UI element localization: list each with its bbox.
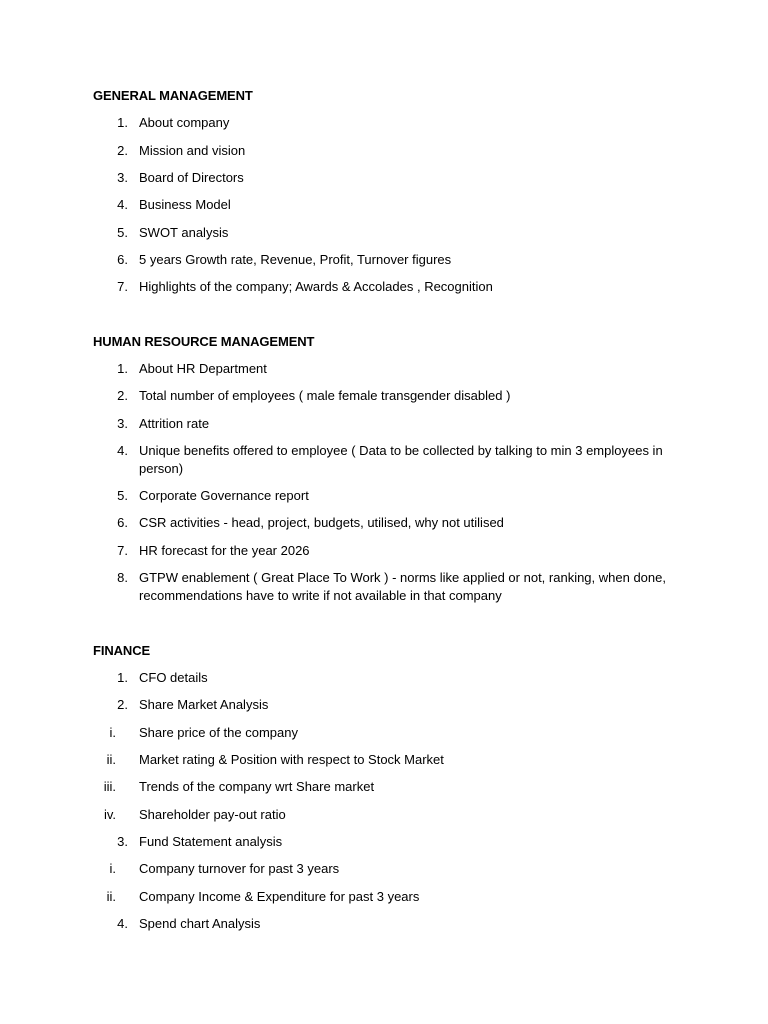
list-marker: 4. — [117, 443, 128, 458]
list-marker: 8. — [117, 570, 128, 585]
list-marker: 7. — [117, 279, 128, 294]
list-marker: 7. — [117, 543, 128, 558]
list-marker: ii. — [106, 752, 116, 767]
list-item-text: Company Income & Expenditure for past 3 years — [139, 889, 420, 904]
list-item-text: Company turnover for past 3 years — [139, 861, 340, 876]
list-marker: 2. — [117, 143, 128, 158]
list-marker: iii. — [103, 779, 116, 794]
list-item-text: Share Market Analysis — [139, 697, 269, 712]
list-item-text: HR forecast for the year 2026 — [139, 543, 310, 558]
list-item-text: Spend chart Analysis — [139, 916, 261, 931]
list-item-text: Attrition rate — [139, 416, 210, 431]
list-item-text: Highlights of the company; Awards & Accolades , Recognition — [139, 279, 493, 294]
list-marker: 3. — [117, 834, 128, 849]
list-marker: 4. — [117, 197, 128, 212]
list-item-text: CFO details — [139, 670, 208, 685]
list-item-text: Trends of the company wrt Share market — [139, 779, 375, 794]
list-item-text: Share price of the company — [139, 725, 298, 740]
list-item-text: Shareholder pay-out ratio — [139, 807, 286, 822]
list-marker: 1. — [117, 670, 128, 685]
list-item-text: Business Model — [139, 197, 231, 212]
list-marker: 5. — [117, 488, 128, 503]
list-item-text: GTPW enablement ( Great Place To Work ) - norms like applied or not, ranking, when done, recommendations have to write if not available in that company — [139, 570, 666, 603]
list-marker: 1. — [117, 115, 128, 130]
list-item-text: SWOT analysis — [139, 225, 229, 240]
section-heading-human-resource-management: HUMAN RESOURCE MANAGEMENT — [93, 334, 315, 349]
list-marker: i. — [109, 725, 116, 740]
section-heading-general-management: GENERAL MANAGEMENT — [93, 88, 253, 103]
list-marker: 5. — [117, 225, 128, 240]
list-marker: 4. — [117, 916, 128, 931]
list-item-text: Total number of employees ( male female transgender disabled ) — [139, 388, 511, 403]
section-heading-finance: FINANCE — [93, 643, 151, 658]
list-item-text: Fund Statement analysis — [139, 834, 283, 849]
list-marker: i. — [109, 861, 116, 876]
list-item-text: 5 years Growth rate, Revenue, Profit, Turnover figures — [139, 252, 452, 267]
list-marker: 2. — [117, 697, 128, 712]
list-marker: 3. — [117, 170, 128, 185]
list-item-text: Market rating & Position with respect to Stock Market — [139, 752, 444, 767]
list-item-text: Unique benefits offered to employee ( Data to be collected by talking to min 3 employees in person) — [139, 443, 663, 476]
list-marker: 6. — [117, 252, 128, 267]
list-marker: 2. — [117, 388, 128, 403]
list-marker: 3. — [117, 416, 128, 431]
list-marker: ii. — [106, 889, 116, 904]
list-marker: 6. — [117, 515, 128, 530]
list-item-text: Corporate Governance report — [139, 488, 309, 503]
list-item-text: Board of Directors — [139, 170, 244, 185]
list-item-text: About HR Department — [139, 361, 267, 376]
list-marker: iv. — [103, 807, 116, 822]
list-item-text: CSR activities - head, project, budgets, utilised, why not utilised — [139, 515, 504, 530]
list-item-text: Mission and vision — [139, 143, 246, 158]
list-marker: 1. — [117, 361, 128, 376]
list-item-text: About company — [139, 115, 230, 130]
